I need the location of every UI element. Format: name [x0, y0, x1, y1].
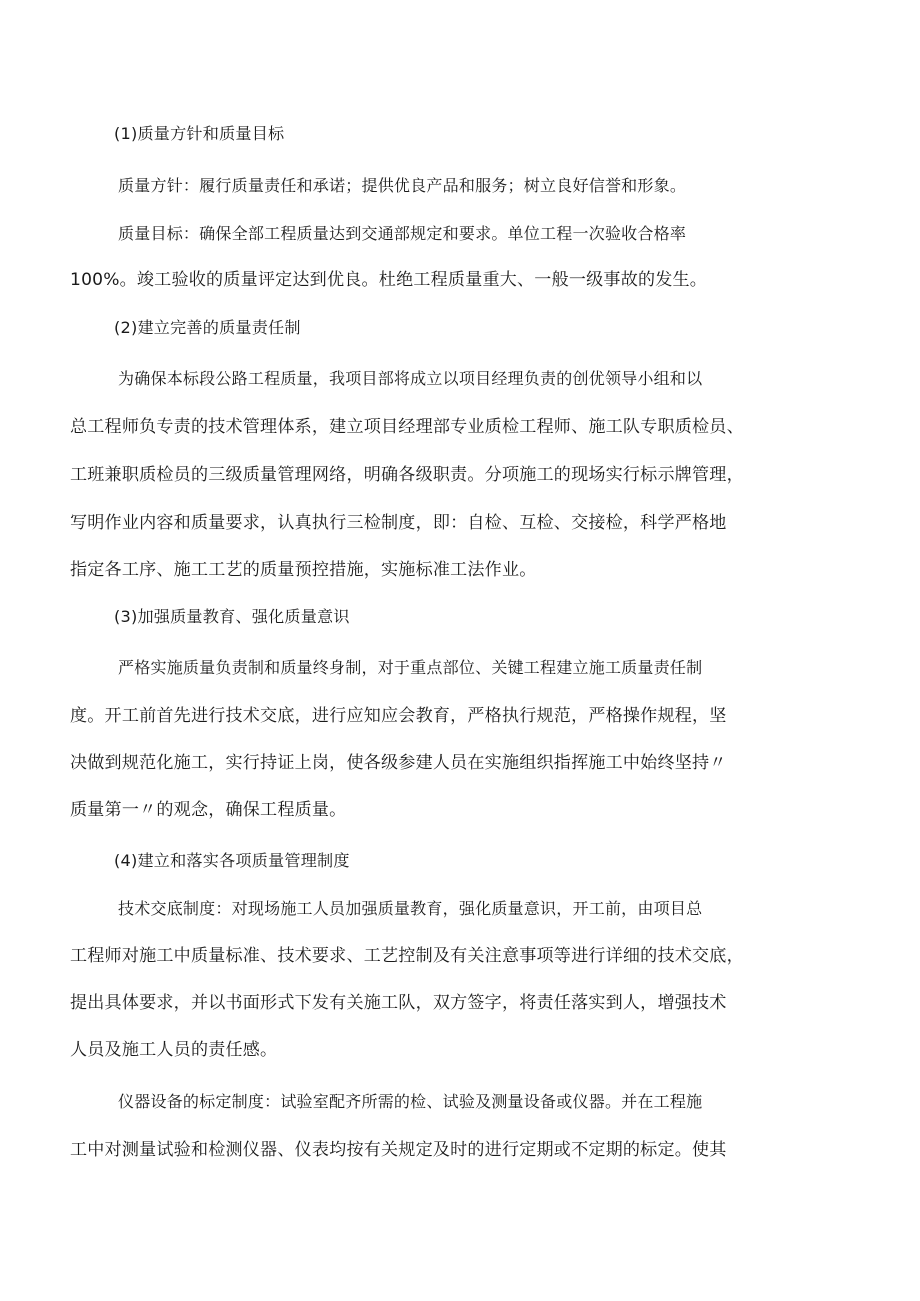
paragraph-line: 100%。竣工验收的质量评定达到优良。杜绝工程质量重大、一般一级事故的发生。 [70, 270, 708, 290]
section-heading-3: (3)加强质量教育、强化质量意识 [114, 607, 350, 626]
section-heading-2: (2)建立完善的质量责任制 [114, 318, 301, 337]
paragraph-line: 提出具体要求，并以书面形式下发有关施工队，双方签字，将责任落实到人，增强技术 [70, 993, 727, 1013]
paragraph-line: 仪器设备的标定制度：试验室配齐所需的检、试验及测量设备或仪器。并在工程施 [118, 1092, 703, 1111]
section-heading-4: (4)建立和落实各项质量管理制度 [114, 851, 350, 870]
paragraph-line: 质量方针：履行质量责任和承诺；提供优良产品和服务；树立良好信誉和形象。 [118, 176, 687, 195]
paragraph-line: 总工程师负专责的技术管理体系，建立项目经理部专业质检工程师、施工队专职质检员、 [70, 417, 744, 437]
paragraph-line: 工中对测量试验和检测仪器、仪表均按有关规定及时的进行定期或不定期的标定。使其 [70, 1140, 727, 1160]
paragraph-line: 工班兼职质检员的三级质量管理网络，明确各级职责。分项施工的现场实行标示牌管理， [70, 465, 744, 485]
paragraph-line: 质量第一〃的观念，确保工程质量。 [70, 800, 347, 820]
paragraph-line: 严格实施质量负责制和质量终身制，对于重点部位、关键工程建立施工质量责任制 [118, 658, 703, 677]
section-heading-1: (1)质量方针和质量目标 [114, 124, 285, 143]
paragraph-line: 人员及施工人员的责任感。 [70, 1040, 278, 1060]
paragraph-line: 写明作业内容和质量要求，认真执行三检制度，即：自检、互检、交接检，科学严格地 [70, 513, 727, 533]
paragraph-line: 指定各工序、施工工艺的质量预控措施，实施标准工法作业。 [70, 560, 537, 580]
paragraph-line: 质量目标：确保全部工程质量达到交通部规定和要求。单位工程一次验收合格率 [118, 224, 687, 243]
paragraph-line: 度。开工前首先进行技术交底，进行应知应会教育，严格执行规范，严格操作规程，坚 [70, 706, 727, 726]
paragraph-line: 技术交底制度：对现场施工人员加强质量教育，强化质量意识，开工前，由项目总 [118, 899, 703, 918]
paragraph-line: 决做到规范化施工，实行持证上岗，使各级参建人员在实施组织指挥施工中始终坚持〃 [70, 753, 727, 773]
paragraph-line: 工程师对施工中质量标准、技术要求、工艺控制及有关注意事项等进行详细的技术交底， [70, 946, 744, 966]
paragraph-line: 为确保本标段公路工程质量，我项目部将成立以项目经理负责的创优领导小组和以 [118, 369, 703, 388]
